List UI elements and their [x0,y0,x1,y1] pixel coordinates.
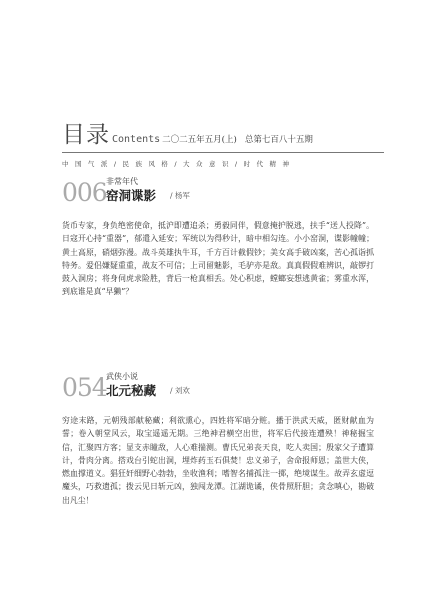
contents-title-row [62,116,382,149]
contents-header [62,116,382,168]
magazine-slogan: 中 国 气 派 / 民 族 风 格 / 大 众 意 识 / 时 代 精 神 [62,160,292,168]
entry-category: 非常年代 [106,177,138,186]
total-issue-number: 总第七百八十五期 [244,135,313,145]
contents-title: 目录 [62,122,110,148]
entry-category: 武侠小说 [106,372,138,381]
page-number: 054 [62,373,107,402]
entry-summary: 穷途末路，元朝残部献秘藏；利欲熏心，四姓将军暗分赃。播于洪武天威，匿财献血为誓；卷入朝堂风云，取宝遥遥无期。三绝神君横空出世，将军后代接连遭殃！神秘掘宝信，汇聚四方客；显支赤瞳敌，人心难揣测。曹氏兄弟丧天良，吃人卖国；殷家父子遭算计，骨肉分离。搭戏台引蛇出洞，埋炸药玉石俱焚！忠义弟子，舍命报师恩；盖世大侠，燃血撑道义。猖狂奸细野心勃勃，坐收渔利；嗜智名捕孤注一掷，绝境谋生。故弄玄虚逗魔头，巧救遗孤；拨云见日斩元凶，独闯龙潭。江湖诡谲，侠骨照肝胆；贪念嗔心，勘破出凡尘！ [62,416,374,505]
toc-entry-1[interactable] [62,176,374,299]
entry-author: / 刘欢 [170,386,190,395]
entry-summary: 货币专家，身负绝密使命，抵沪即遭追杀；勇毅同伴，假意掩护脱逃，扶手“送人投降”。日寇开心持“重器”，郁遣入延安；军统以为得秒计，暗中相勾连。小小窑洞，谍影幢幢；黄土高原，硝烟弥漫。战斗英雄执牛耳，千方百计截假钞；美女高手破凶案，苦心孤诣抓特务。爱侣嫌疑重重，战友不可信；上司留魅影，毛驴亦是敌。真真假假难辨识，敲锣打鼓入洞房；将身伺虎求险胜，背后一枪真相丢。处心积虑，螳螂妄想逃黄雀；雾重水浑，到底谁是真“早獭”？ [62,221,374,297]
entry-heading [62,371,374,403]
entry-heading [62,176,374,208]
header-divider [62,152,384,153]
entry-title[interactable]: 北元秘藏 [106,383,157,398]
page-number: 006 [62,178,107,207]
issue-date: 二〇二五年五月(上) [162,135,237,145]
entry-author: / 杨军 [170,191,190,200]
entry-title[interactable]: 窑洞谍影 [106,188,157,203]
toc-entry-2[interactable] [62,371,374,507]
contents-english-label: Contents [112,134,161,145]
